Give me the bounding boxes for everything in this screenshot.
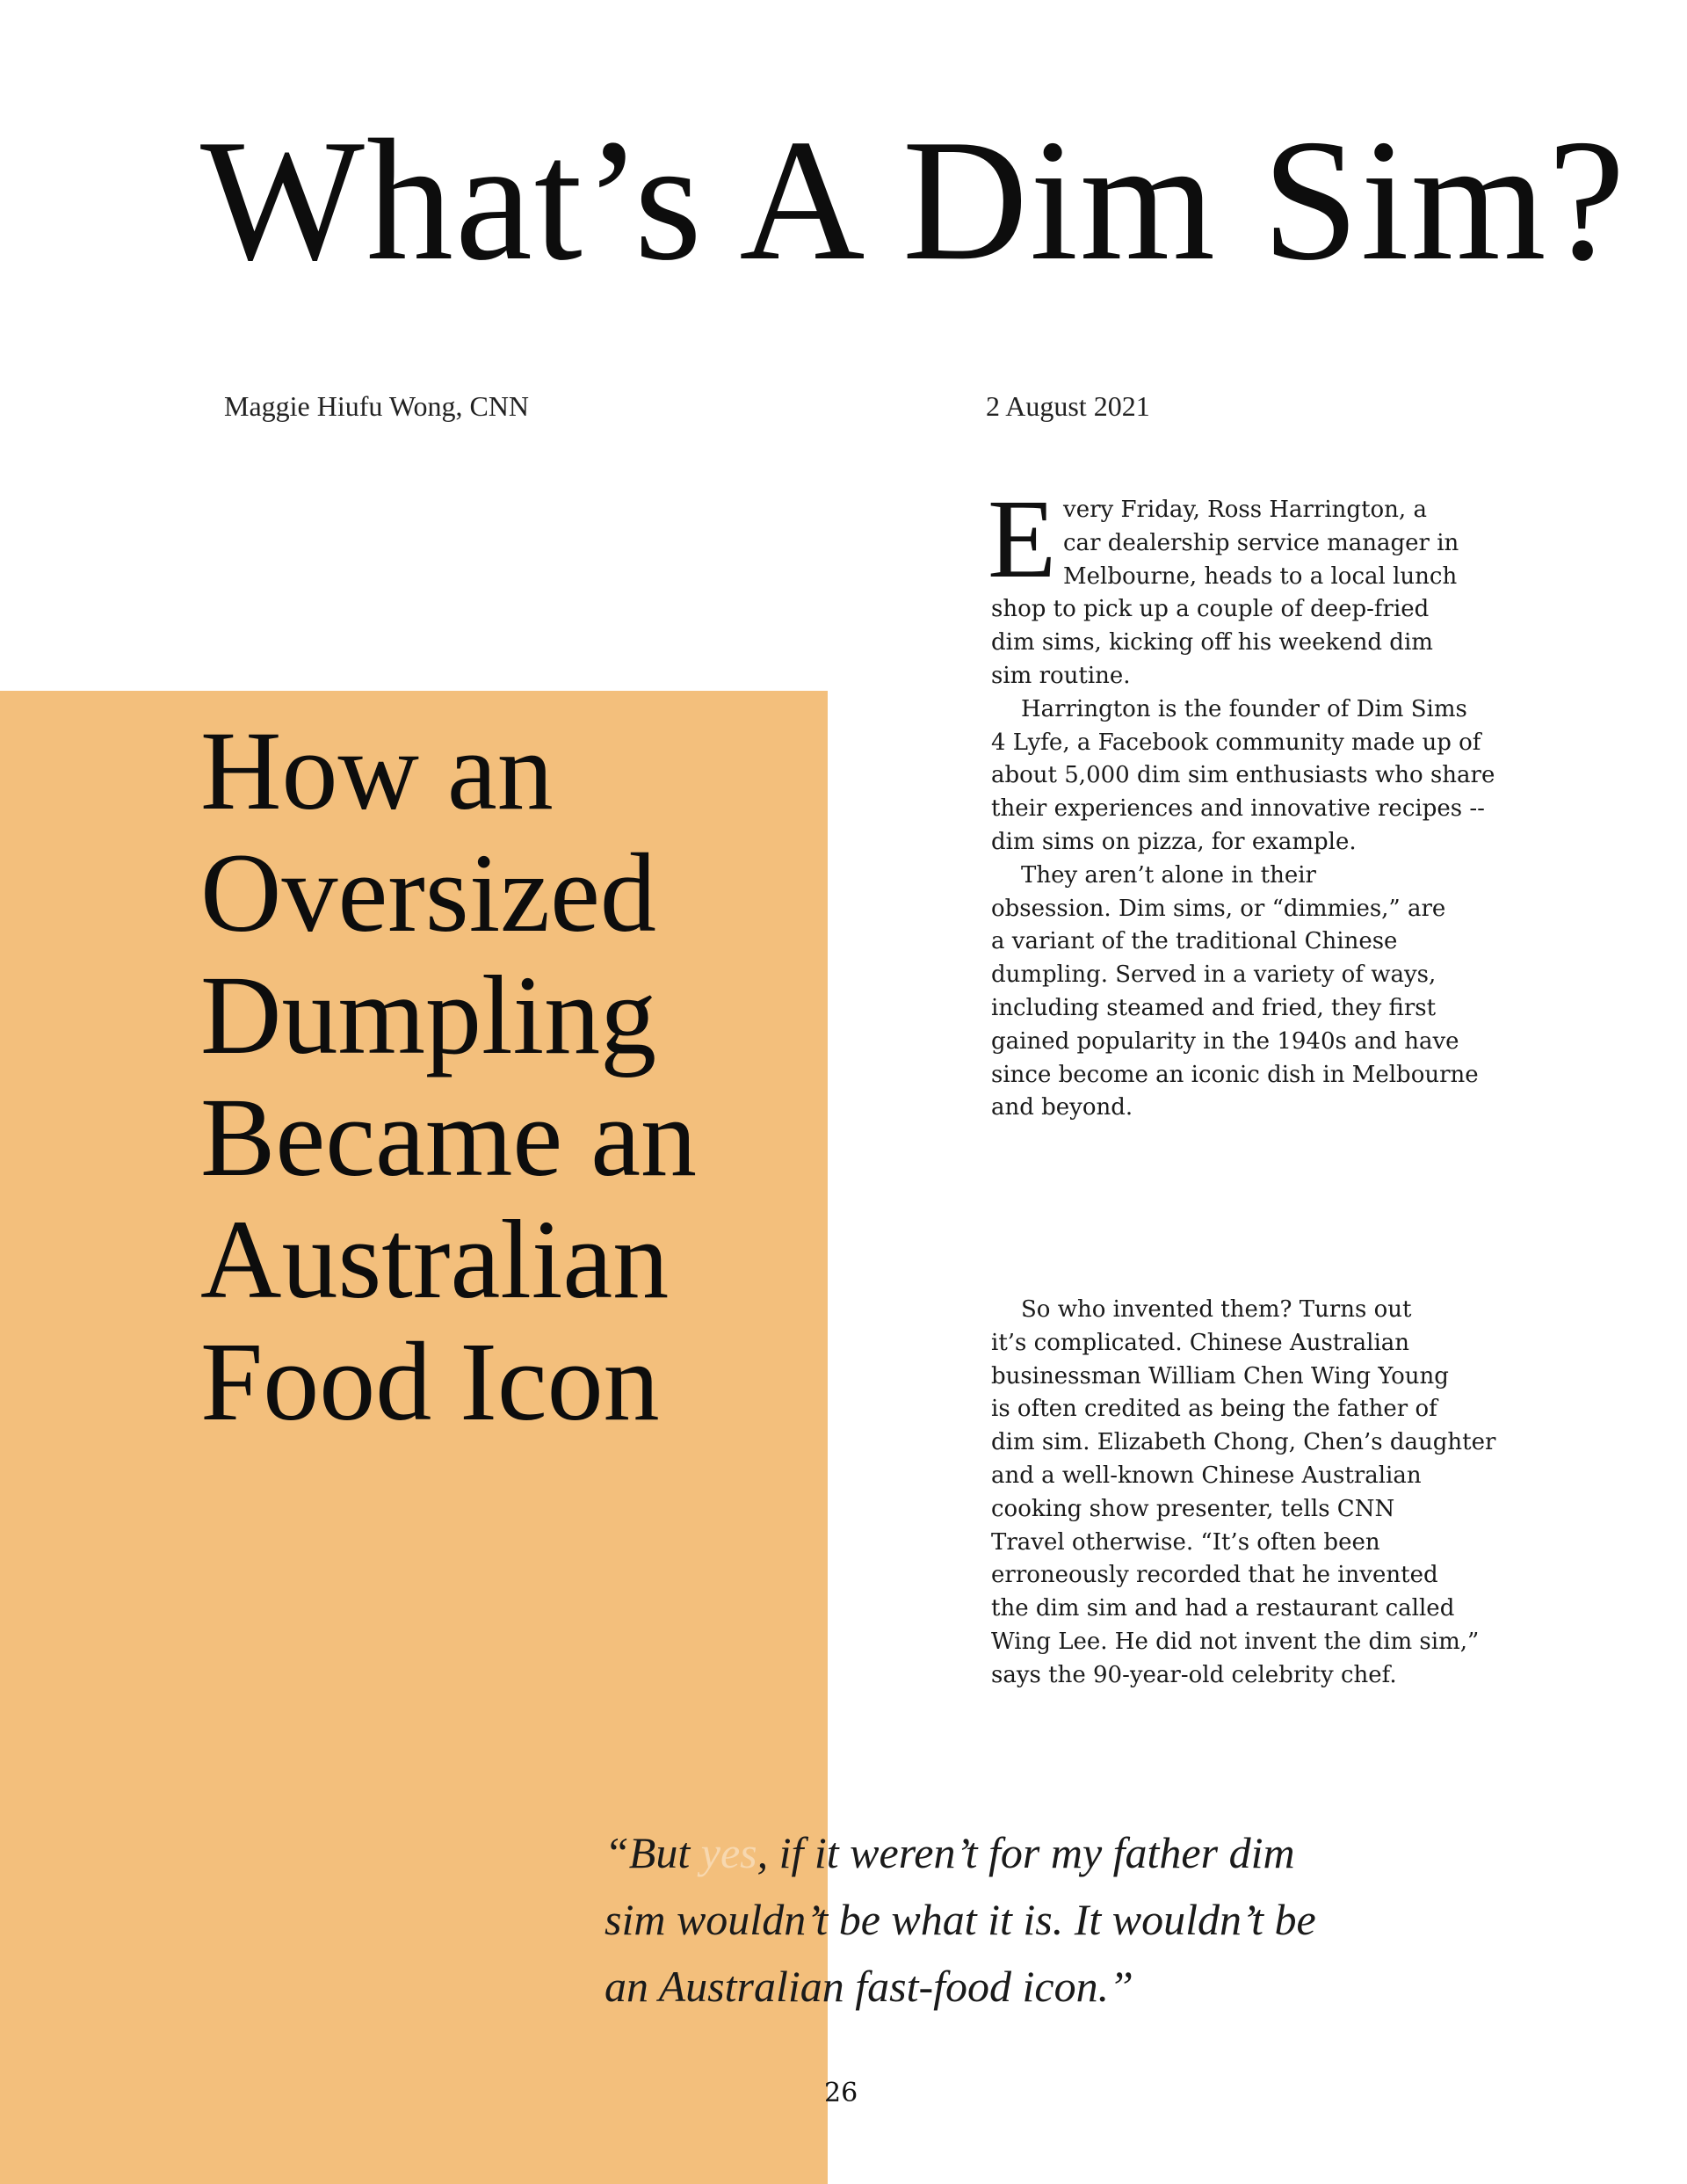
body-line: sim routine. [991, 662, 1131, 689]
publication-date: 2 August 2021 [986, 390, 1150, 422]
body-line: says the 90-year-old celebrity chef. [991, 1661, 1397, 1688]
body-line: a variant of the traditional Chinese [991, 928, 1398, 955]
body-line: cooking show presenter, tells CNN [991, 1495, 1395, 1522]
quote-line: an Australian fast-food icon.” [605, 1962, 1133, 2011]
body-line: Travel otherwise. “It’s often been [991, 1528, 1380, 1556]
subtitle-line: Food Icon [200, 1319, 660, 1444]
body-line: businessman William Chen Wing Young [991, 1362, 1449, 1389]
article-subtitle [200, 710, 815, 1443]
body-line: about 5,000 dim sim enthusiasts who share [991, 762, 1495, 789]
body-line: erroneously recorded that he invented [991, 1562, 1438, 1589]
body-line: shop to pick up a couple of deep-fried [991, 596, 1430, 623]
quote-accent-word: yes [700, 1828, 757, 1877]
subtitle-line: Oversized [200, 831, 656, 955]
intro-paragraph [988, 476, 1518, 693]
drop-cap: E [988, 476, 1057, 601]
body-line: obsession. Dim sims, or “dimmies,” are [991, 895, 1446, 922]
quote-line [605, 1819, 1316, 1886]
author-byline: Maggie Hiufu Wong, CNN [224, 390, 530, 422]
body-line: and a well-known Chinese Australian [991, 1462, 1422, 1489]
body-line: dim sim. Elizabeth Chong, Chen’s daughter [991, 1429, 1496, 1456]
body-line: dim sims on pizza, for example. [991, 828, 1357, 855]
body-line: their experiences and innovative recipes -- [991, 795, 1485, 823]
subtitle-line: Dumpling [200, 953, 657, 1077]
quote-line: sim wouldn’t be what it is. It wouldn’t be [605, 1895, 1316, 1944]
body-line: it’s complicated. Chinese Australian [991, 1329, 1410, 1356]
quote-text: , if it weren’t for my father dim [757, 1828, 1295, 1877]
quote-text: “But [605, 1828, 701, 1877]
body-line: Harrington is the founder of Dim Sims [1021, 695, 1467, 722]
subtitle-line: Australian [200, 1197, 670, 1322]
body-line: the dim sim and had a restaurant called [991, 1595, 1455, 1622]
body-line: is often credited as being the father of [991, 1396, 1437, 1423]
body-paragraph [991, 860, 1518, 1125]
body-line: including steamed and fried, they first [991, 994, 1437, 1021]
body-line: Wing Lee. He did not invent the dim sim,” [991, 1628, 1480, 1655]
body-line: Melbourne, heads to a local lunch [1063, 562, 1458, 590]
body-line: dumpling. Served in a variety of ways, [991, 961, 1437, 989]
body-paragraph [991, 1294, 1518, 1693]
body-line: dim sims, kicking off his weekend dim [991, 629, 1433, 657]
subtitle-line: Became an [200, 1075, 697, 1200]
body-column-bottom [991, 1294, 1518, 1693]
pull-quote [605, 1819, 1316, 2020]
body-line: and beyond. [991, 1094, 1133, 1121]
body-line: car dealership service manager in [1063, 529, 1459, 556]
body-paragraph [991, 693, 1518, 860]
page-title: What’s A Dim Sim? [200, 104, 1627, 296]
body-column-top [988, 476, 1518, 1125]
subtitle-line: How an [200, 708, 554, 833]
body-line: They aren’t alone in their [1021, 861, 1316, 889]
page-number: 26 [824, 2078, 858, 2108]
body-line: So who invented them? Turns out [1021, 1296, 1412, 1323]
body-line: very Friday, Ross Harrington, a [1063, 497, 1427, 523]
body-line: since become an iconic dish in Melbourne [991, 1061, 1479, 1088]
body-line: 4 Lyfe, a Facebook community made up of [991, 729, 1481, 756]
body-line: gained popularity in the 1940s and have [991, 1027, 1459, 1055]
